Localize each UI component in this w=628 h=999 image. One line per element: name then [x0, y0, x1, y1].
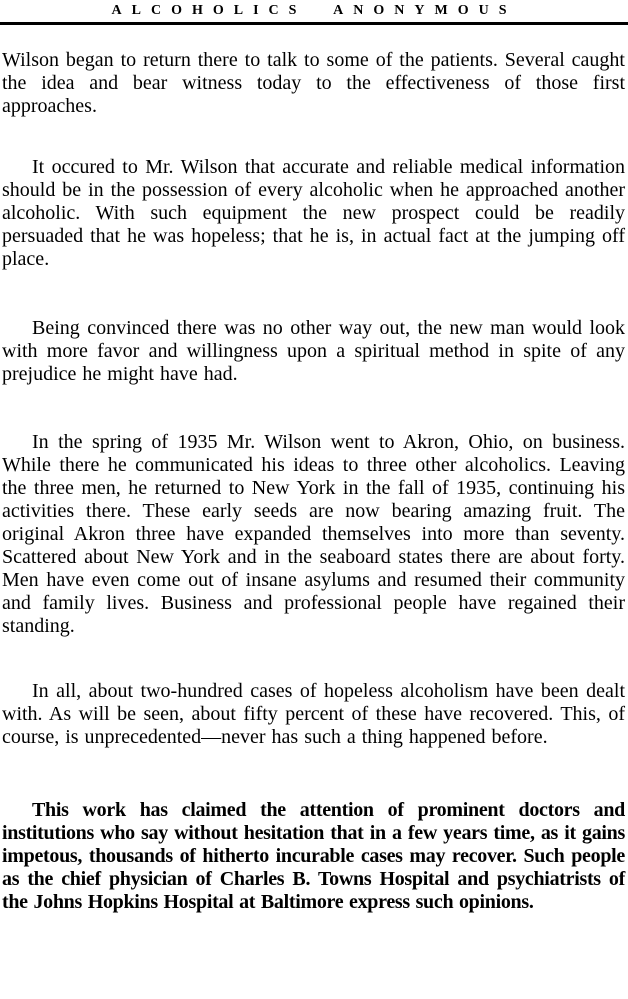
paragraph-spiritual-method: Being convinced there was no other way out, the new man would look with more favor and willingness upon a spiritual method in spite of any prejudice he might have had. [2, 317, 625, 385]
paragraph-medical-information: It occured to Mr. Wilson that accurate and reliable medical information should be in the possession of every alcoholic when he approached another alcoholic. With such equipment the new prospect could be readily persuaded that he was hopeless; that he is, in actual fact at the jumping off place. [2, 156, 625, 270]
paragraph-two-hundred-cases: In all, about two-hundred cases of hopeless alcoholism have been dealt with. As will be seen, about fifty percent of these have recovered. This, of course, is unprecedented—never has such a thing happened before. [2, 680, 625, 748]
running-head: ALCOHOLICS ANONYMOUS [111, 3, 517, 18]
paragraph-akron-1935: In the spring of 1935 Mr. Wilson went to Akron, Ohio, on business. While there he communicated his ideas to three other alcoholics. Leaving the three men, he returned to New York in the fall of 1935, continuing his activities there. These early seeds are now bearing amazing fruit. The original Akron three have expanded themselves into more than seventy. Scattered about New York and in the seaboard states there are about forty. Men have even come out of insane asylums and resumed their community and family lives. Business and professional people have regained their standing. [2, 431, 625, 637]
header-rule-divider [0, 22, 628, 25]
paragraph-wilson-return: Wilson began to return there to talk to some of the patients. Several caught the idea and bear witness today to the effectiveness of those first approaches. [2, 49, 625, 117]
paragraph-prominent-doctors: This work has claimed the attention of prominent doctors and institutions who say without hesitation that in a few years time, as it gains impetous, thousands of hitherto incurable cases may recover. Such people as the chief physician of Charles B. Towns Hospital and psychiatrists of the Johns Hopkins Hospital at Baltimore express such opinions. [2, 799, 625, 913]
page-body [0, 49, 628, 914]
